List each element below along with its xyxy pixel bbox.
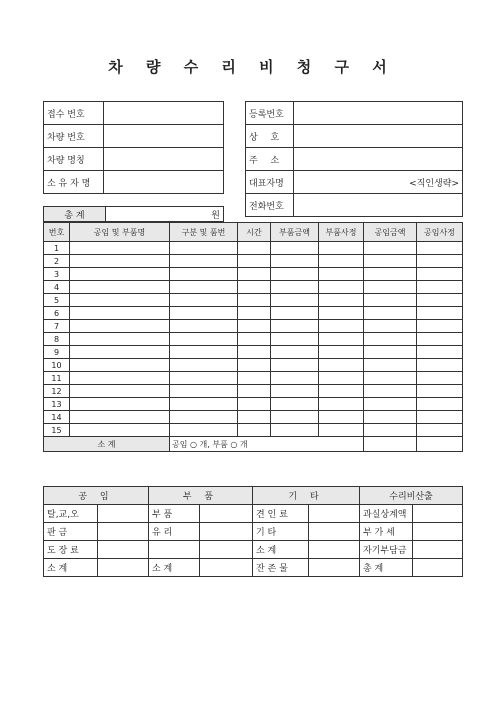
summary-label: 소 계 — [44, 559, 98, 577]
item-cell[interactable] — [238, 307, 271, 320]
item-cell[interactable] — [70, 385, 170, 398]
item-cell[interactable] — [271, 372, 319, 385]
item-cell[interactable] — [238, 268, 271, 281]
item-cell[interactable] — [319, 385, 364, 398]
item-cell[interactable] — [319, 424, 364, 437]
summary-label: 견 인 료 — [253, 505, 309, 523]
table-row — [44, 333, 463, 346]
summary-header-calculation: 수리비산출 — [360, 487, 463, 505]
col-header-labor-amount: 공임금액 — [364, 223, 417, 242]
item-cell[interactable] — [70, 411, 170, 424]
item-cell[interactable] — [70, 255, 170, 268]
table-row — [44, 281, 463, 294]
item-cell[interactable] — [364, 333, 417, 346]
document-title: 차 량 수 리 비 청 구 서 — [108, 58, 396, 76]
summary-label: 기 타 — [253, 523, 309, 541]
row-number: 1 — [44, 242, 70, 255]
item-cell[interactable] — [70, 268, 170, 281]
table-row — [44, 307, 463, 320]
item-cell[interactable] — [364, 281, 417, 294]
item-cell[interactable] — [417, 307, 463, 320]
item-cell[interactable] — [417, 346, 463, 359]
summary-value-field[interactable] — [98, 505, 149, 523]
total-unit: 원 — [211, 210, 220, 221]
summary-value-field[interactable] — [200, 505, 253, 523]
summary-row — [44, 505, 463, 523]
item-cell[interactable] — [170, 242, 238, 255]
table-row — [44, 346, 463, 359]
item-cell[interactable] — [319, 359, 364, 372]
table-row — [44, 268, 463, 281]
item-cell[interactable] — [170, 307, 238, 320]
item-cell[interactable] — [417, 333, 463, 346]
summary-row — [44, 523, 463, 541]
summary-value-field[interactable] — [98, 541, 149, 559]
item-cell[interactable] — [319, 346, 364, 359]
row-number: 14 — [44, 411, 70, 424]
subtotal-labor-assessment[interactable] — [417, 437, 463, 452]
item-cell[interactable] — [417, 398, 463, 411]
col-header-part-number: 구분 및 품번 — [170, 223, 238, 242]
item-cell[interactable] — [364, 268, 417, 281]
item-cell[interactable] — [271, 385, 319, 398]
item-cell[interactable] — [70, 346, 170, 359]
grand-total-table — [43, 206, 224, 222]
item-cell[interactable] — [417, 294, 463, 307]
label-owner-name: 소 유 자 명 — [44, 171, 104, 194]
item-cell[interactable] — [238, 411, 271, 424]
item-cell[interactable] — [271, 359, 319, 372]
item-cell[interactable] — [238, 281, 271, 294]
table-row — [44, 385, 463, 398]
item-cell[interactable] — [319, 294, 364, 307]
item-cell[interactable] — [271, 242, 319, 255]
item-cell[interactable] — [364, 320, 417, 333]
summary-table — [43, 486, 463, 577]
item-cell[interactable] — [417, 320, 463, 333]
item-cell[interactable] — [364, 242, 417, 255]
row-number: 3 — [44, 268, 70, 281]
subtotal-counts: 공임 ○ 개, 부품 ○ 개 — [170, 437, 364, 452]
summary-value-field[interactable] — [413, 523, 463, 541]
repair-items-table — [43, 222, 463, 452]
item-cell[interactable] — [364, 424, 417, 437]
col-header-parts-assessment: 부품사정 — [319, 223, 364, 242]
table-row — [44, 294, 463, 307]
item-cell[interactable] — [70, 307, 170, 320]
item-cell[interactable] — [364, 294, 417, 307]
item-cell[interactable] — [238, 372, 271, 385]
address-field[interactable] — [294, 148, 463, 171]
item-cell[interactable] — [170, 385, 238, 398]
item-cell[interactable] — [364, 411, 417, 424]
item-cell[interactable] — [364, 255, 417, 268]
item-cell[interactable] — [364, 359, 417, 372]
total-amount-field[interactable] — [106, 207, 224, 222]
summary-value-field[interactable] — [309, 559, 360, 577]
item-cell[interactable] — [271, 346, 319, 359]
item-cell[interactable] — [70, 281, 170, 294]
summary-label: 판 금 — [44, 523, 98, 541]
summary-value-field[interactable] — [413, 505, 463, 523]
item-cell[interactable] — [70, 359, 170, 372]
item-cell[interactable] — [271, 398, 319, 411]
item-cell[interactable] — [70, 398, 170, 411]
summary-label: 탈,교,오 — [44, 505, 98, 523]
item-cell[interactable] — [238, 320, 271, 333]
item-cell[interactable] — [238, 242, 271, 255]
table-row — [44, 398, 463, 411]
summary-value-field[interactable] — [200, 559, 253, 577]
item-cell[interactable] — [70, 333, 170, 346]
summary-header-labor: 공 임 — [44, 487, 149, 505]
total-label: 총 계 — [44, 207, 106, 222]
item-cell[interactable] — [170, 294, 238, 307]
label-address: 주 소 — [246, 148, 294, 171]
item-cell[interactable] — [271, 255, 319, 268]
row-number: 8 — [44, 333, 70, 346]
item-cell[interactable] — [417, 255, 463, 268]
summary-value-field[interactable] — [200, 523, 253, 541]
summary-row — [44, 541, 463, 559]
row-number: 6 — [44, 307, 70, 320]
label-representative: 대표자명 — [246, 171, 294, 194]
item-cell[interactable] — [364, 385, 417, 398]
summary-value-field[interactable] — [309, 505, 360, 523]
summary-value-field[interactable] — [98, 559, 149, 577]
business-name-field[interactable] — [294, 125, 463, 148]
item-cell[interactable] — [271, 411, 319, 424]
phone-field[interactable] — [294, 194, 463, 217]
vehicle-name-field[interactable] — [104, 148, 224, 171]
table-row — [44, 320, 463, 333]
item-cell[interactable] — [238, 385, 271, 398]
item-cell[interactable] — [70, 294, 170, 307]
item-cell[interactable] — [417, 424, 463, 437]
table-row — [44, 411, 463, 424]
summary-label: 잔 존 물 — [253, 559, 309, 577]
item-cell[interactable] — [170, 255, 238, 268]
item-cell[interactable] — [70, 320, 170, 333]
col-header-labor-assessment: 공임사정 — [417, 223, 463, 242]
item-cell[interactable] — [319, 372, 364, 385]
label-vehicle-number: 차량 번호 — [44, 125, 104, 148]
item-cell[interactable] — [170, 333, 238, 346]
item-cell[interactable] — [271, 424, 319, 437]
label-vehicle-name: 차량 명칭 — [44, 148, 104, 171]
summary-value-field[interactable] — [98, 523, 149, 541]
item-cell[interactable] — [170, 372, 238, 385]
registration-number-field[interactable] — [294, 102, 463, 125]
col-header-item-name: 공임 및 부품명 — [70, 223, 170, 242]
summary-label: 소 계 — [253, 541, 309, 559]
item-cell[interactable] — [271, 294, 319, 307]
shop-info-table — [245, 101, 463, 217]
row-number: 5 — [44, 294, 70, 307]
summary-label: 과실상계액 — [360, 505, 413, 523]
item-cell[interactable] — [271, 281, 319, 294]
item-cell[interactable] — [364, 307, 417, 320]
item-cell[interactable] — [170, 424, 238, 437]
row-number: 12 — [44, 385, 70, 398]
summary-label: 소 계 — [149, 559, 200, 577]
subtotal-labor-amount[interactable] — [364, 437, 417, 452]
owner-name-field[interactable] — [104, 171, 224, 194]
table-row — [44, 242, 463, 255]
summary-value-field[interactable] — [413, 559, 463, 577]
table-row — [44, 424, 463, 437]
item-cell[interactable] — [417, 411, 463, 424]
item-cell[interactable] — [319, 411, 364, 424]
item-cell[interactable] — [417, 242, 463, 255]
item-cell[interactable] — [417, 359, 463, 372]
row-number: 7 — [44, 320, 70, 333]
summary-value-field[interactable] — [309, 541, 360, 559]
item-cell[interactable] — [319, 268, 364, 281]
summary-label: 도 장 료 — [44, 541, 98, 559]
item-cell[interactable] — [70, 372, 170, 385]
summary-row — [44, 559, 463, 577]
item-cell[interactable] — [170, 359, 238, 372]
item-cell[interactable] — [170, 281, 238, 294]
item-cell[interactable] — [238, 255, 271, 268]
label-receipt-number: 접수 번호 — [44, 102, 104, 125]
table-row — [44, 255, 463, 268]
summary-value-field[interactable] — [200, 541, 253, 559]
row-number: 11 — [44, 372, 70, 385]
item-cell[interactable] — [238, 333, 271, 346]
item-cell[interactable] — [238, 346, 271, 359]
subtotal-label: 소 계 — [44, 437, 170, 452]
row-number: 13 — [44, 398, 70, 411]
item-cell[interactable] — [364, 346, 417, 359]
item-cell[interactable] — [170, 411, 238, 424]
vehicle-info-table — [43, 101, 224, 194]
row-number: 9 — [44, 346, 70, 359]
item-cell[interactable] — [364, 398, 417, 411]
label-phone: 전화번호 — [246, 194, 294, 217]
item-cell[interactable] — [271, 268, 319, 281]
item-cell[interactable] — [271, 333, 319, 346]
label-registration-number: 등록번호 — [246, 102, 294, 125]
item-cell[interactable] — [319, 255, 364, 268]
item-cell[interactable] — [238, 398, 271, 411]
row-number: 15 — [44, 424, 70, 437]
item-cell[interactable] — [364, 372, 417, 385]
item-cell[interactable] — [319, 333, 364, 346]
item-cell[interactable] — [319, 320, 364, 333]
summary-label — [149, 541, 200, 559]
item-cell[interactable] — [417, 372, 463, 385]
summary-value-field[interactable] — [309, 523, 360, 541]
col-header-number: 번호 — [44, 223, 70, 242]
item-cell[interactable] — [319, 398, 364, 411]
summary-label: 자기부담금 — [360, 541, 413, 559]
table-row — [44, 372, 463, 385]
receipt-number-field[interactable] — [104, 102, 224, 125]
item-cell[interactable] — [319, 281, 364, 294]
summary-label: 부 품 — [149, 505, 200, 523]
item-cell[interactable] — [70, 424, 170, 437]
item-cell[interactable] — [417, 385, 463, 398]
item-cell[interactable] — [319, 307, 364, 320]
item-cell[interactable] — [238, 424, 271, 437]
item-cell[interactable] — [238, 359, 271, 372]
row-number: 2 — [44, 255, 70, 268]
item-cell[interactable] — [271, 307, 319, 320]
summary-label: 총 계 — [360, 559, 413, 577]
summary-label: 부 가 세 — [360, 523, 413, 541]
col-header-time: 시간 — [238, 223, 271, 242]
item-cell[interactable] — [170, 268, 238, 281]
item-cell[interactable] — [238, 294, 271, 307]
summary-header-other: 기 타 — [253, 487, 360, 505]
row-number: 10 — [44, 359, 70, 372]
item-cell[interactable] — [417, 268, 463, 281]
item-cell[interactable] — [170, 346, 238, 359]
row-number: 4 — [44, 281, 70, 294]
summary-header-parts: 부 품 — [149, 487, 253, 505]
table-row — [44, 359, 463, 372]
item-cell[interactable] — [170, 320, 238, 333]
item-cell[interactable] — [70, 242, 170, 255]
item-cell[interactable] — [319, 242, 364, 255]
summary-value-field[interactable] — [413, 541, 463, 559]
col-header-parts-amount: 부품금액 — [271, 223, 319, 242]
summary-label: 유 리 — [149, 523, 200, 541]
vehicle-number-field[interactable] — [104, 125, 224, 148]
item-cell[interactable] — [170, 398, 238, 411]
item-cell[interactable] — [417, 281, 463, 294]
seal-note: <직인생략> — [294, 171, 463, 194]
item-cell[interactable] — [271, 320, 319, 333]
label-business-name: 상 호 — [246, 125, 294, 148]
